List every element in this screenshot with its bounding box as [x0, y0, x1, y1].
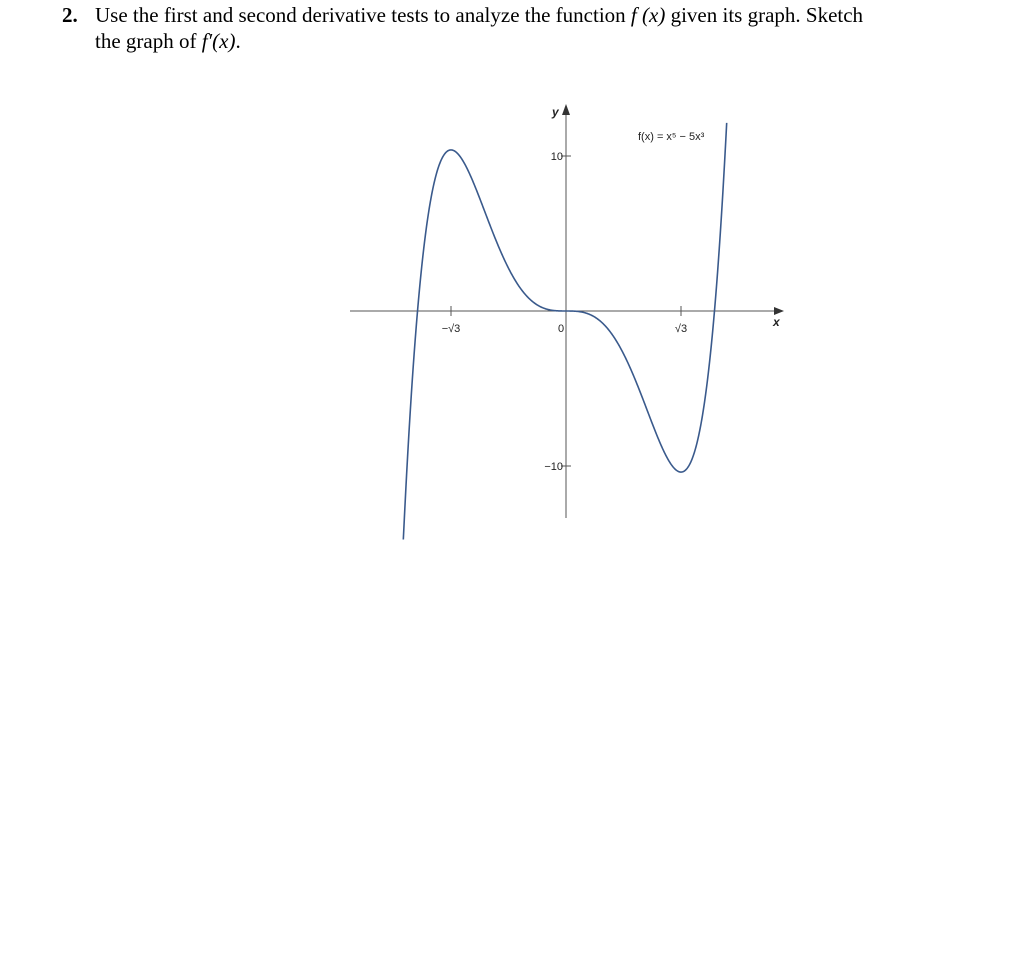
y-axis-label: y — [552, 105, 559, 119]
x-axis-label: x — [773, 315, 780, 329]
x-axis-arrow-icon — [774, 307, 784, 315]
axis-ticks — [442, 151, 687, 473]
x-tick-label: −√3 — [441, 323, 461, 335]
x-tick-label: √3 — [674, 323, 688, 335]
question-line2-text: the graph of — [95, 29, 202, 53]
question-line1-end: given its graph. Sketch — [665, 3, 864, 27]
function-fprime: f′(x) — [201, 29, 236, 53]
y-tick-label: 10 — [550, 151, 563, 163]
function-label: f(x) = x⁵ − 5x³ — [638, 131, 705, 143]
question-number: 2. — [62, 3, 78, 27]
question-line1-text: Use the first and second derivative tests to analyze the function — [95, 3, 631, 27]
question-line2-end: . — [235, 29, 241, 53]
y-axis-arrow-icon — [562, 104, 570, 115]
function-fx: f (x) — [630, 3, 666, 27]
x-tick-label: 0 — [557, 323, 565, 335]
y-tick-label: −10 — [544, 461, 563, 473]
